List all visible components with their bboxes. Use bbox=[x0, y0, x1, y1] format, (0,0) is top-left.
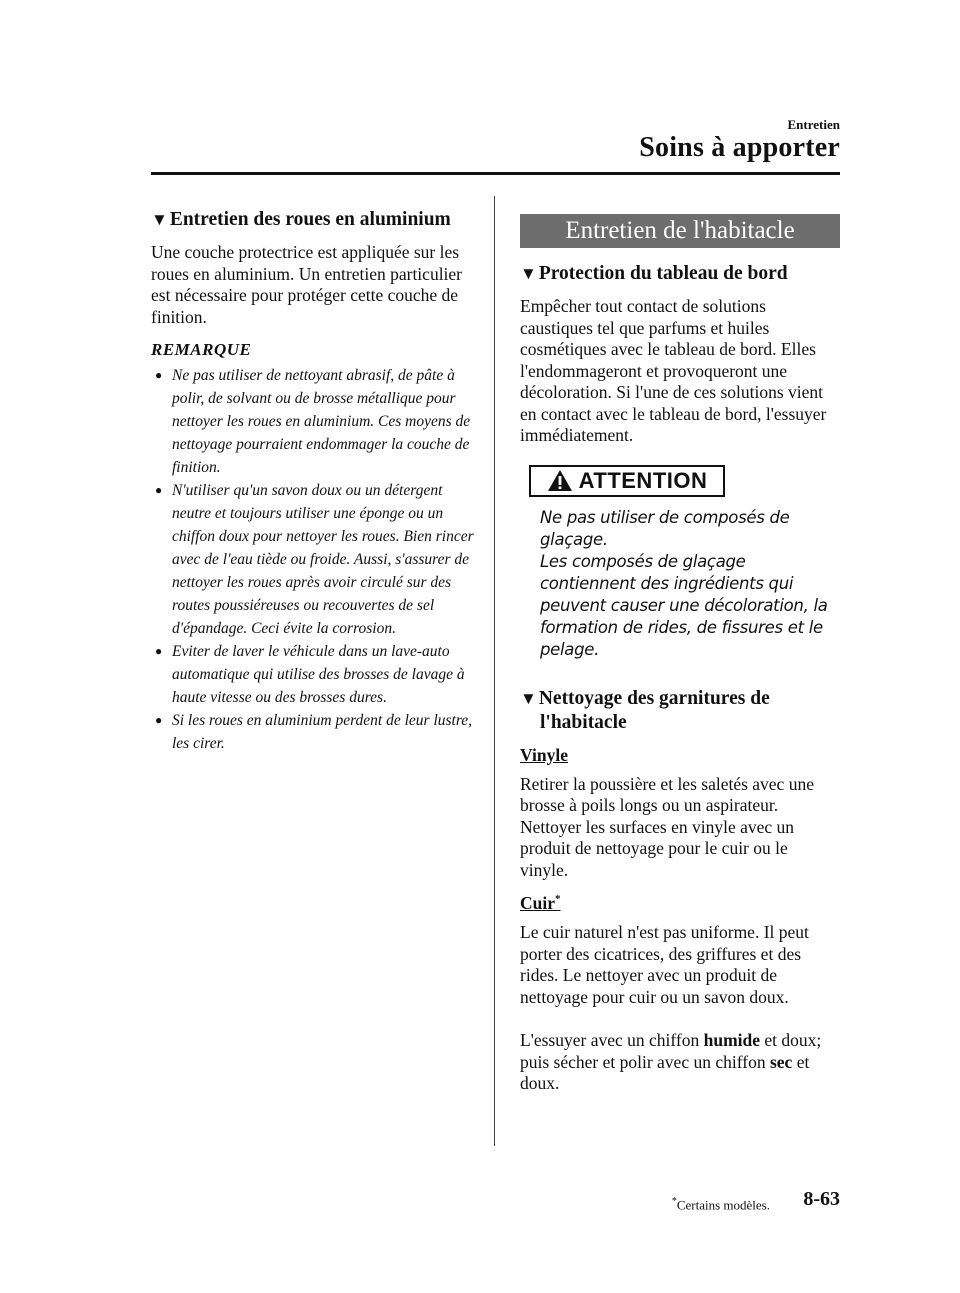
aluminium-intro: Une couche protectrice est appliquée sur les roues en aluminium. Un entretien particulier est nécessaire pour protéger cette couche de finition. bbox=[151, 242, 463, 327]
note-item: ● N'utiliser qu'un savon doux ou un détergent neutre et toujours utiliser une éponge ou un chiffon doux pour nettoyer les roues. Bien rincer avec de l'eau tiède ou froide. Aussi, s'assurer de nettoyer les roues après avoir circulé sur des routes poussiéreuses ou recouvertes de sel d'épandage. Ceci évite la corrosion. bbox=[151, 479, 481, 640]
interior-trim-heading: ▼ Nettoyage des garnitures de l'habitacle bbox=[520, 687, 770, 733]
warning-icon bbox=[547, 469, 573, 492]
dashboard-protection-text: Empêcher tout contact de solutions caustiques tel que parfums et huiles cosmétiques avec le tableau de bord. Elles l'endommageront et provoqueront une décoloration. Si l'une de ces solutions vient en contact avec le tableau de bord, l'essuyer immédiatement. bbox=[520, 296, 827, 445]
note-label: REMARQUE bbox=[151, 340, 252, 359]
bullet-icon: ● bbox=[155, 368, 163, 382]
left-column bbox=[151, 208, 481, 755]
footer-models-note: *Certains modèles. bbox=[671, 1196, 770, 1213]
interior-section-title: Entretien de l'habitacle bbox=[520, 214, 840, 248]
header-section: Entretien bbox=[787, 117, 840, 132]
attention-line-2: Les composés de glaçage contiennent des ingrédients qui peuvent causer une décoloration, la formation de rides, de fissures et le pelage. bbox=[540, 551, 828, 659]
bullet-icon: ● bbox=[155, 644, 163, 658]
attention-line-1: Ne pas utiliser de composés de glaçage. bbox=[540, 507, 790, 549]
note-item: ● Si les roues en aluminium perdent de leur lustre, les cirer. bbox=[151, 709, 481, 755]
leather-label: Cuir* bbox=[520, 893, 561, 913]
attention-box bbox=[529, 465, 725, 497]
dashboard-protection-heading: ▼ Protection du tableau de bord bbox=[520, 263, 788, 284]
note-item: ● Eviter de laver le véhicule dans un lave-auto automatique qui utilise des brosses de lavage à haute vitesse ou des brosses dures. bbox=[151, 640, 481, 709]
attention-label: ATTENTION bbox=[578, 467, 708, 493]
wipe-instructions: L'essuyer avec un chiffon humide et doux; puis sécher et polir avec un chiffon sec et doux. bbox=[520, 1030, 822, 1093]
bullet-icon: ● bbox=[155, 713, 163, 727]
triangle-down-icon: ▼ bbox=[520, 688, 537, 708]
page-number: 8-63 bbox=[803, 1188, 840, 1210]
aluminium-wheels-heading: ▼ Entretien des roues en aluminium bbox=[151, 209, 451, 230]
note-item: ● Ne pas utiliser de nettoyant abrasif, de pâte à polir, de solvant ou de brosse métallique pour nettoyer les roues en aluminium. Ces moyens de nettoyage pourraient endommager la couche de finition. bbox=[151, 364, 481, 479]
right-column bbox=[520, 214, 840, 1107]
column-divider bbox=[494, 196, 495, 1146]
vinyl-label: Vinyle bbox=[520, 744, 568, 765]
attention-text bbox=[540, 507, 840, 661]
leather-text: Le cuir naturel n'est pas uniforme. Il peut porter des cicatrices, des griffures et des rides. Le nettoyer avec un produit de nettoyage pour cuir ou un savon doux. bbox=[520, 922, 809, 1007]
note-list bbox=[151, 364, 481, 755]
page-title: Soins à apporter bbox=[639, 132, 840, 163]
bullet-icon: ● bbox=[155, 483, 163, 497]
triangle-down-icon: ▼ bbox=[151, 210, 168, 229]
asterisk-icon: * bbox=[555, 893, 561, 906]
header-rule bbox=[151, 172, 840, 175]
vinyl-text: Retirer la poussière et les saletés avec une brosse à poils longs ou un aspirateur. Nettoyer les surfaces en vinyle avec un produit de nettoyage pour le cuir ou le vinyle. bbox=[520, 773, 814, 880]
triangle-down-icon: ▼ bbox=[520, 264, 537, 283]
